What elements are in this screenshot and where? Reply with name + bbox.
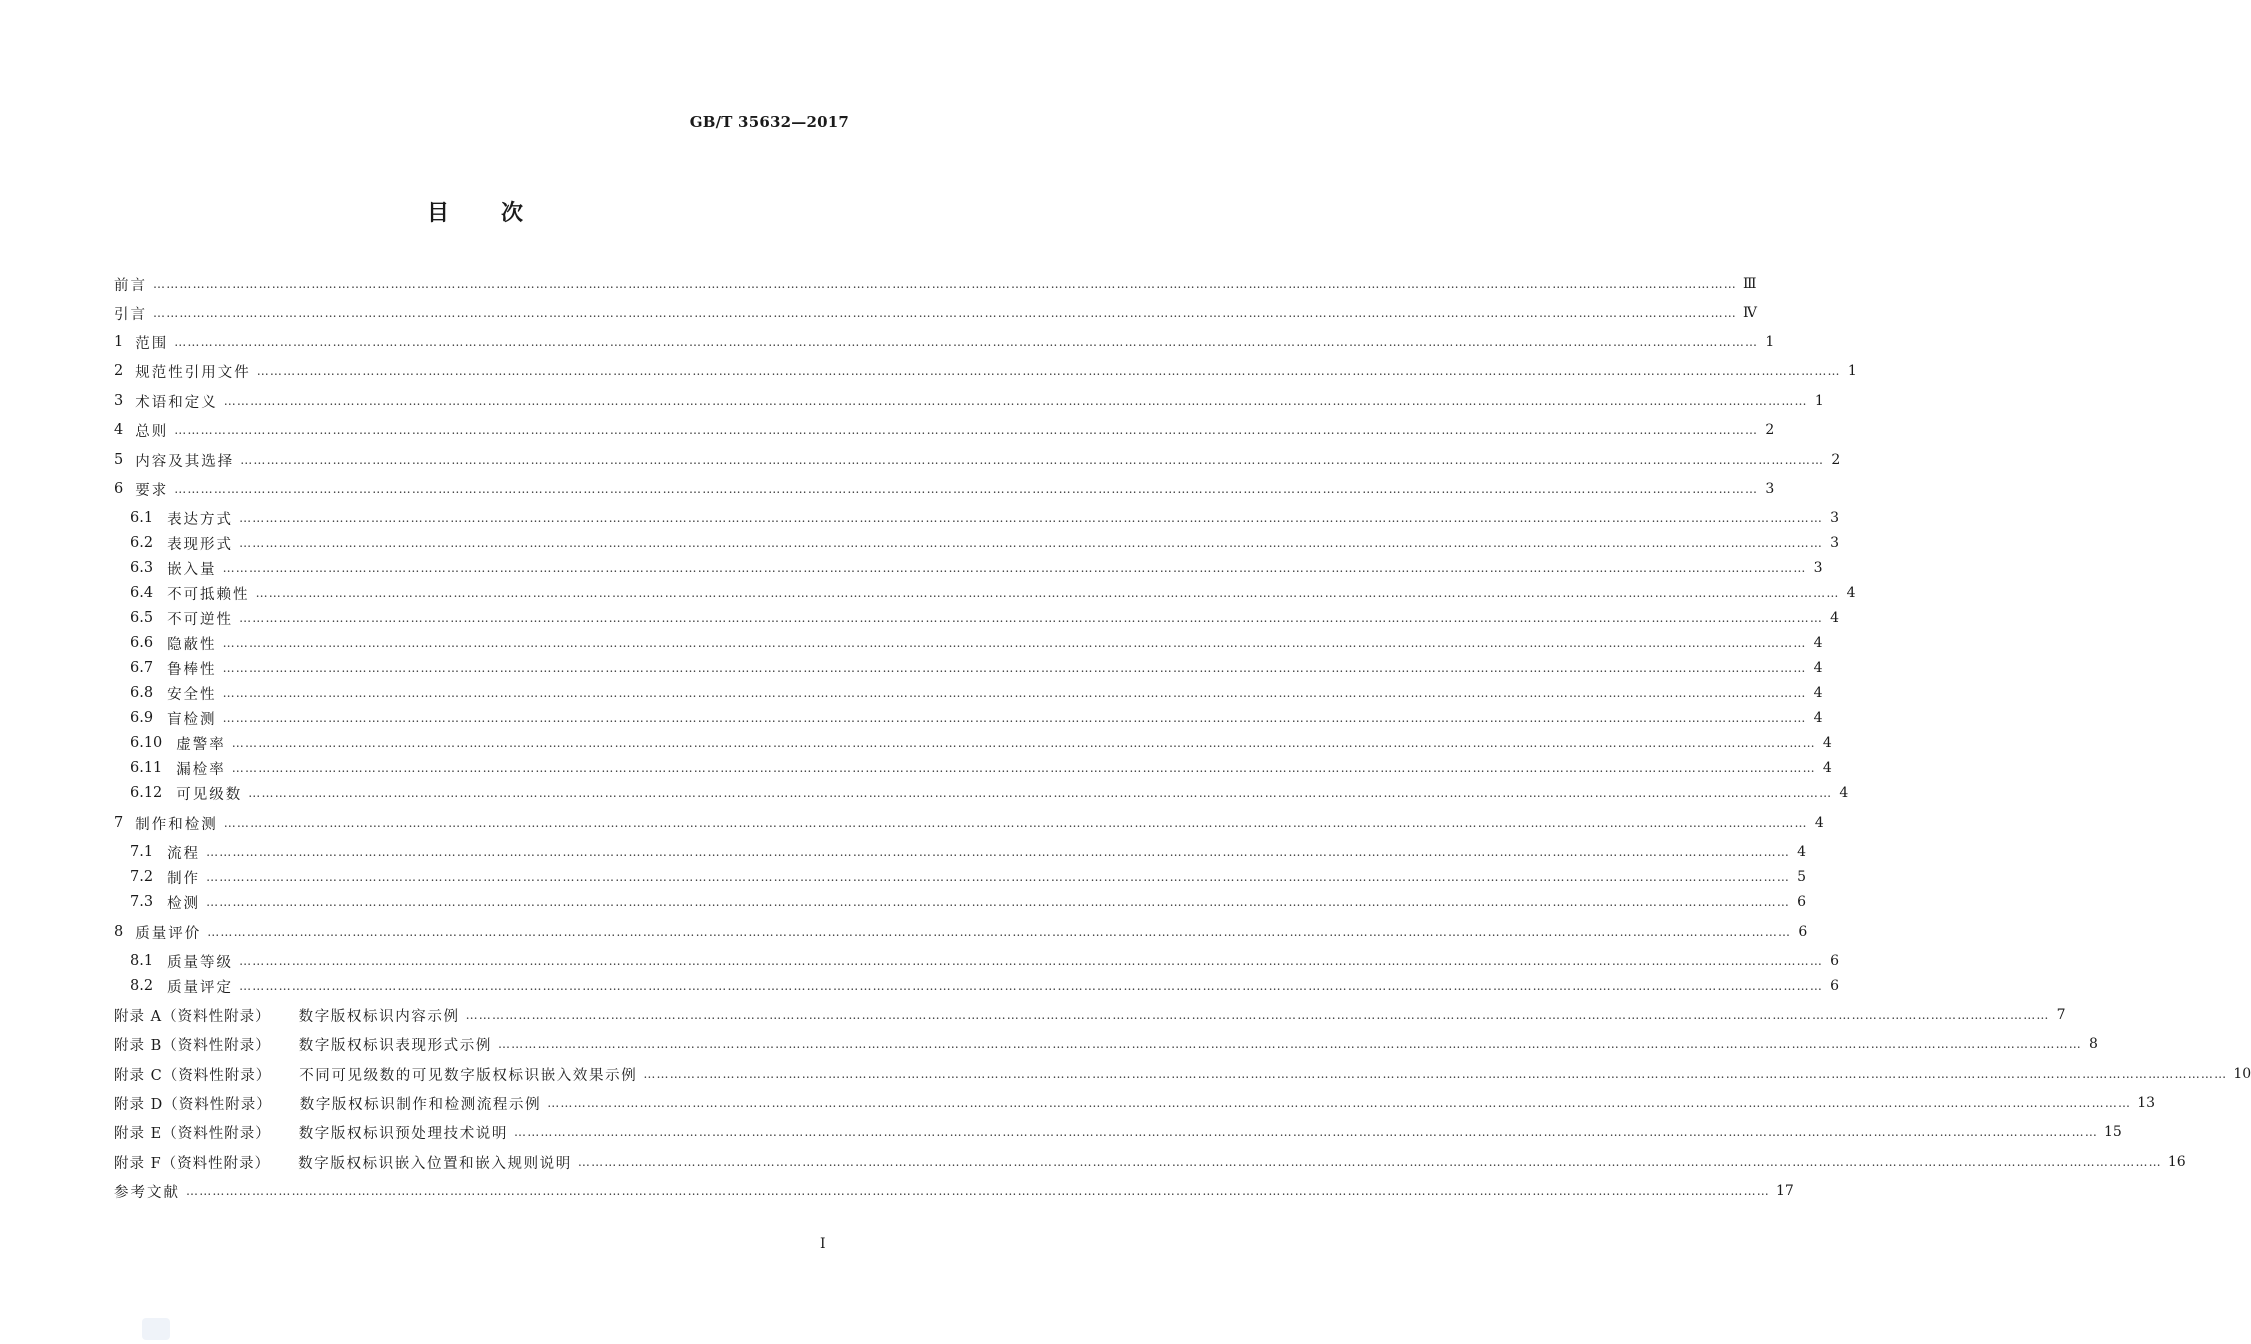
toc-entry-number: 6.11 xyxy=(130,760,163,776)
toc-entry-title: 可见级数 xyxy=(176,786,243,803)
toc-entry-number: 7.2 xyxy=(130,869,154,885)
toc-leader-dots: ……………………………………………………………………………………………………………………………………………………………………………………………………………………………………………………………………………………………………………………………… xyxy=(222,636,1807,650)
toc-entry-number: 8 xyxy=(114,924,124,940)
toc-leader-dots: ……………………………………………………………………………………………………………………………………………………………………………………………………………………………………………………………………………………………………………………………… xyxy=(240,453,1825,467)
toc-leader-dots: ……………………………………………………………………………………………………………………………………………………………………………………………………………………………………………………………………………………………………………………………… xyxy=(239,536,1824,550)
toc-entry[interactable] xyxy=(114,1034,2098,1054)
toc-entry-title: 质量评价 xyxy=(135,925,202,942)
toc-leader-dots: ……………………………………………………………………………………………………………………………………………………………………………………………………………………………………………………………………………………………………………………………… xyxy=(255,586,1840,600)
toc-page-number: 4 xyxy=(1822,735,1832,751)
toc-page-number: 6 xyxy=(1798,924,1808,940)
toc-entry-number: 6.8 xyxy=(130,685,154,701)
toc-entry-title: 前言 xyxy=(114,277,147,294)
toc-entry[interactable] xyxy=(114,1122,2122,1142)
toc-leader-dots: ……………………………………………………………………………………………………………………………………………………………………………………………………………………………………………………………………………………………………………………………… xyxy=(231,761,1816,775)
toc-entry[interactable] xyxy=(114,274,1757,294)
toc-entry-title: 术语和定义 xyxy=(135,394,218,411)
toc-page-number: 4 xyxy=(1813,710,1823,726)
toc-leader-dots: ……………………………………………………………………………………………………………………………………………………………………………………………………………………………………………………………………………………………………………………………… xyxy=(497,1037,2082,1051)
toc-entry-title: 内容及其选择 xyxy=(135,453,235,470)
toc-page-number: Ⅳ xyxy=(1743,305,1757,321)
toc-page-number: 17 xyxy=(1776,1183,1794,1199)
toc-entry-title: 安全性 xyxy=(167,686,217,703)
toc-entry[interactable] xyxy=(130,533,1840,553)
toc-leader-dots: ……………………………………………………………………………………………………………………………………………………………………………………………………………………………………………………………………………………………………………………………… xyxy=(222,686,1807,700)
toc-leader-dots: ……………………………………………………………………………………………………………………………………………………………………………………………………………………………………………………………………………………………………………………………… xyxy=(186,1184,1770,1198)
toc-entry-title: 引言 xyxy=(114,306,147,323)
toc-leader-dots: ……………………………………………………………………………………………………………………………………………………………………………………………………………………………………………………………………………………………………………………………… xyxy=(153,277,1737,291)
toc-entry-number: 8.1 xyxy=(130,953,154,969)
toc-entry-title: 范围 xyxy=(135,335,169,352)
toc-page-number: 2 xyxy=(1765,422,1775,438)
toc-page-number: 4 xyxy=(1830,610,1840,626)
toc-entry-number: 6.4 xyxy=(130,585,154,601)
toc-page-number: 6 xyxy=(1797,894,1807,910)
toc-entry-number: 5 xyxy=(114,452,124,468)
toc-entry-number: 3 xyxy=(114,393,124,409)
toc-entry-number: 4 xyxy=(114,422,124,438)
toc-entry-number: 7 xyxy=(114,815,124,831)
toc-leader-dots: ……………………………………………………………………………………………………………………………………………………………………………………………………………………………………………………………………………………………………………………………… xyxy=(239,611,1824,625)
toc-page-number: 8 xyxy=(2089,1036,2098,1052)
toc-entry-title: 流程 xyxy=(167,845,201,862)
toc-entry-title: 盲检测 xyxy=(167,711,217,728)
toc-entry-title: 数字版权标识内容示例 xyxy=(298,1008,460,1025)
toc-leader-dots: ……………………………………………………………………………………………………………………………………………………………………………………………………………………………………………………………………………………………………………………………… xyxy=(248,786,1833,800)
toc-entry-number: 6 xyxy=(114,481,124,497)
toc-page-number: 7 xyxy=(2056,1007,2066,1023)
standard-code: GB/T 35632—2017 xyxy=(689,113,849,131)
toc-page-number: 4 xyxy=(1822,760,1832,776)
toc-entry-title: 质量等级 xyxy=(167,954,234,971)
toc-appendix-label: 附录 A（资料性附录） xyxy=(114,1008,271,1025)
toc-leader-dots: ……………………………………………………………………………………………………………………………………………………………………………………………………………………………………………………………………………………………………………………………… xyxy=(577,1155,2162,1169)
toc-entry[interactable] xyxy=(114,1181,1794,1201)
toc-page-number: 4 xyxy=(1846,585,1856,601)
toc-entry-title: 质量评定 xyxy=(167,979,234,996)
toc-entry[interactable] xyxy=(114,361,1857,381)
toc-page-number: 3 xyxy=(1830,535,1840,551)
toc-entry-title: 要求 xyxy=(135,482,169,499)
toc-entry-title: 不可逆性 xyxy=(167,611,234,628)
toc-entry[interactable] xyxy=(114,420,1775,440)
toc-entry-number: 8.2 xyxy=(130,978,154,994)
toc-entry-title: 检测 xyxy=(167,895,201,912)
toc-entry[interactable] xyxy=(130,683,1823,703)
toc-appendix-label: 附录 F（资料性附录） xyxy=(114,1155,271,1172)
toc-page-number: 4 xyxy=(1839,785,1849,801)
toc-entry-title: 制作和检测 xyxy=(135,816,218,833)
toc-entry-title: 表达方式 xyxy=(167,511,234,528)
toc-entry[interactable] xyxy=(114,479,1775,499)
toc-entry-number: 1 xyxy=(114,334,124,350)
toc-entry[interactable] xyxy=(114,332,1775,352)
toc-entry-title: 漏检率 xyxy=(176,761,226,778)
toc-entry-title: 不同可见级数的可见数字版权标识嵌入效果示例 xyxy=(299,1067,638,1084)
toc-page-number: 1 xyxy=(1765,334,1775,350)
toc-entry-title: 数字版权标识嵌入位置和嵌入规则说明 xyxy=(298,1155,572,1172)
toc-entry[interactable] xyxy=(130,758,1832,778)
page-number: I xyxy=(820,1236,826,1252)
toc-leader-dots: ……………………………………………………………………………………………………………………………………………………………………………………………………………………………………………………………………………………………………………………………… xyxy=(465,1008,2050,1022)
toc-appendix-label: 附录 B（资料性附录） xyxy=(114,1037,271,1054)
toc-entry-title: 隐蔽性 xyxy=(167,636,217,653)
toc-entry-title: 参考文献 xyxy=(114,1184,180,1201)
toc-page-number: 4 xyxy=(1813,635,1823,651)
toc-entry[interactable] xyxy=(114,922,1808,942)
toc-entry-title: 规范性引用文件 xyxy=(135,364,251,381)
toc-entry[interactable] xyxy=(130,658,1823,678)
toc-entry[interactable] xyxy=(130,892,1807,912)
toc-entry[interactable] xyxy=(130,583,1856,603)
toc-leader-dots: ……………………………………………………………………………………………………………………………………………………………………………………………………………………………………………………………………………………………………………………………… xyxy=(206,870,1791,884)
toc-entry[interactable] xyxy=(114,303,1757,323)
toc-entry-number: 7.3 xyxy=(130,894,154,910)
toc-entry[interactable] xyxy=(114,391,1824,411)
toc-entry-number: 6.3 xyxy=(130,560,154,576)
toc-entry-title: 虚警率 xyxy=(176,736,226,753)
toc-entry-number: 6.12 xyxy=(130,785,163,801)
toc-leader-dots: ……………………………………………………………………………………………………………………………………………………………………………………………………………………………………………………………………………………………………………………………… xyxy=(206,845,1791,859)
toc-entry[interactable] xyxy=(130,867,1807,887)
toc-page-number: 2 xyxy=(1831,452,1841,468)
toc-page-number: 13 xyxy=(2137,1095,2156,1111)
toc-entry[interactable] xyxy=(114,1093,2156,1113)
toc-leader-dots: ……………………………………………………………………………………………………………………………………………………………………………………………………………………………………………………………………………………………………………………………… xyxy=(222,561,1807,575)
toc-page-number: Ⅲ xyxy=(1743,276,1757,292)
toc-appendix-label: 附录 E（资料性附录） xyxy=(114,1125,271,1142)
toc-entry[interactable] xyxy=(114,1152,2186,1172)
toc-leader-dots: ……………………………………………………………………………………………………………………………………………………………………………………………………………………………………………………………………………………………………………………………… xyxy=(207,925,1792,939)
toc-entry-number: 6.9 xyxy=(130,710,154,726)
toc-page-number: 1 xyxy=(1814,393,1824,409)
toc-entry-title: 数字版权标识表现形式示例 xyxy=(298,1037,492,1054)
toc-leader-dots: ……………………………………………………………………………………………………………………………………………………………………………………………………………………………………………………………………………………………………………………………… xyxy=(223,394,1808,408)
toc-appendix-label: 附录 C（资料性附录） xyxy=(114,1067,272,1084)
toc-page-number: 5 xyxy=(1797,869,1807,885)
toc-entry-title: 总则 xyxy=(135,423,169,440)
toc-entry[interactable] xyxy=(114,1064,2251,1084)
toc-page-number: 4 xyxy=(1813,660,1823,676)
toc-entry-number: 7.1 xyxy=(130,844,154,860)
toc-entry[interactable] xyxy=(130,633,1823,653)
toc-leader-dots: ……………………………………………………………………………………………………………………………………………………………………………………………………………………………………………………………………………………………………………………………… xyxy=(239,954,1824,968)
toc-entry[interactable] xyxy=(130,558,1823,578)
toc-entry-title: 不可抵赖性 xyxy=(167,586,250,603)
toc-entry-number: 2 xyxy=(114,363,124,379)
toc-entry-title: 数字版权标识制作和检测流程示例 xyxy=(299,1096,542,1113)
toc-entry[interactable] xyxy=(130,842,1807,862)
toc-page-number: 6 xyxy=(1830,953,1840,969)
toc-leader-dots: ……………………………………………………………………………………………………………………………………………………………………………………………………………………………………………………………………………………………………………………………… xyxy=(206,895,1791,909)
toc-entry[interactable] xyxy=(114,813,1824,833)
toc-page-number: 4 xyxy=(1814,815,1824,831)
toc-leader-dots: ……………………………………………………………………………………………………………………………………………………………………………………………………………………………………………………………………………………………………………………………… xyxy=(256,364,1841,378)
toc-entry[interactable] xyxy=(114,1005,2066,1025)
page-title: 目次 xyxy=(426,200,575,226)
toc-entry-title: 嵌入量 xyxy=(167,561,217,578)
toc-entry-number: 6.10 xyxy=(130,735,163,751)
toc-entry[interactable] xyxy=(130,976,1840,996)
toc-leader-dots: ……………………………………………………………………………………………………………………………………………………………………………………………………………………………………………………………………………………………………………………………… xyxy=(153,306,1737,320)
watermark-logo xyxy=(142,1318,170,1340)
toc-leader-dots: ……………………………………………………………………………………………………………………………………………………………………………………………………………………………………………………………………………………………………………………………… xyxy=(547,1096,2132,1110)
toc-leader-dots: ……………………………………………………………………………………………………………………………………………………………………………………………………………………………………………………………………………………………………………………………… xyxy=(643,1067,2228,1081)
toc-page-number: 1 xyxy=(1847,363,1857,379)
toc-entry[interactable] xyxy=(130,733,1832,753)
toc-leader-dots: ……………………………………………………………………………………………………………………………………………………………………………………………………………………………………………………………………………………………………………………………… xyxy=(222,711,1807,725)
toc-leader-dots: ……………………………………………………………………………………………………………………………………………………………………………………………………………………………………………………………………………………………………………………………… xyxy=(223,816,1808,830)
toc-leader-dots: ……………………………………………………………………………………………………………………………………………………………………………………………………………………………………………………………………………………………………………………………… xyxy=(174,423,1759,437)
toc-entry[interactable] xyxy=(130,951,1840,971)
toc-entry-title: 制作 xyxy=(167,870,201,887)
toc-entry-title: 鲁棒性 xyxy=(167,661,217,678)
toc-entry-number: 6.7 xyxy=(130,660,154,676)
toc-entry-number: 6.5 xyxy=(130,610,154,626)
toc-page-number: 6 xyxy=(1830,978,1840,994)
toc-page-number: 4 xyxy=(1797,844,1807,860)
toc-leader-dots: ……………………………………………………………………………………………………………………………………………………………………………………………………………………………………………………………………………………………………………………………… xyxy=(231,736,1816,750)
toc-page-number: 4 xyxy=(1813,685,1823,701)
toc-page-number: 3 xyxy=(1813,560,1823,576)
toc-leader-dots: ……………………………………………………………………………………………………………………………………………………………………………………………………………………………………………………………………………………………………………………………… xyxy=(174,335,1759,349)
toc-page-number: 16 xyxy=(2167,1154,2186,1170)
toc-entry[interactable] xyxy=(130,783,1849,803)
toc-page-number: 10 xyxy=(2233,1066,2251,1082)
toc-leader-dots: ……………………………………………………………………………………………………………………………………………………………………………………………………………………………………………………………………………………………………………………………… xyxy=(174,482,1759,496)
toc-leader-dots: ……………………………………………………………………………………………………………………………………………………………………………………………………………………………………………………………………………………………………………………………… xyxy=(514,1125,2099,1139)
toc-entry-title: 表现形式 xyxy=(167,536,234,553)
toc-page-number: 3 xyxy=(1830,510,1840,526)
toc-entry-number: 6.1 xyxy=(130,510,154,526)
toc-entry[interactable] xyxy=(130,708,1823,728)
toc-appendix-label: 附录 D（资料性附录） xyxy=(114,1096,272,1113)
toc-page-number: 15 xyxy=(2104,1124,2122,1140)
toc-leader-dots: ……………………………………………………………………………………………………………………………………………………………………………………………………………………………………………………………………………………………………………………………… xyxy=(239,511,1824,525)
toc-entry-number: 6.6 xyxy=(130,635,154,651)
toc-page-number: 3 xyxy=(1765,481,1775,497)
toc-leader-dots: ……………………………………………………………………………………………………………………………………………………………………………………………………………………………………………………………………………………………………………………………… xyxy=(239,979,1824,993)
toc-entry-title: 数字版权标识预处理技术说明 xyxy=(298,1125,509,1142)
toc-entry-number: 6.2 xyxy=(130,535,154,551)
toc-entry[interactable] xyxy=(130,508,1840,528)
toc-entry[interactable] xyxy=(114,450,1841,470)
toc-entry[interactable] xyxy=(130,608,1840,628)
toc-leader-dots: ……………………………………………………………………………………………………………………………………………………………………………………………………………………………………………………………………………………………………………………………… xyxy=(222,661,1807,675)
